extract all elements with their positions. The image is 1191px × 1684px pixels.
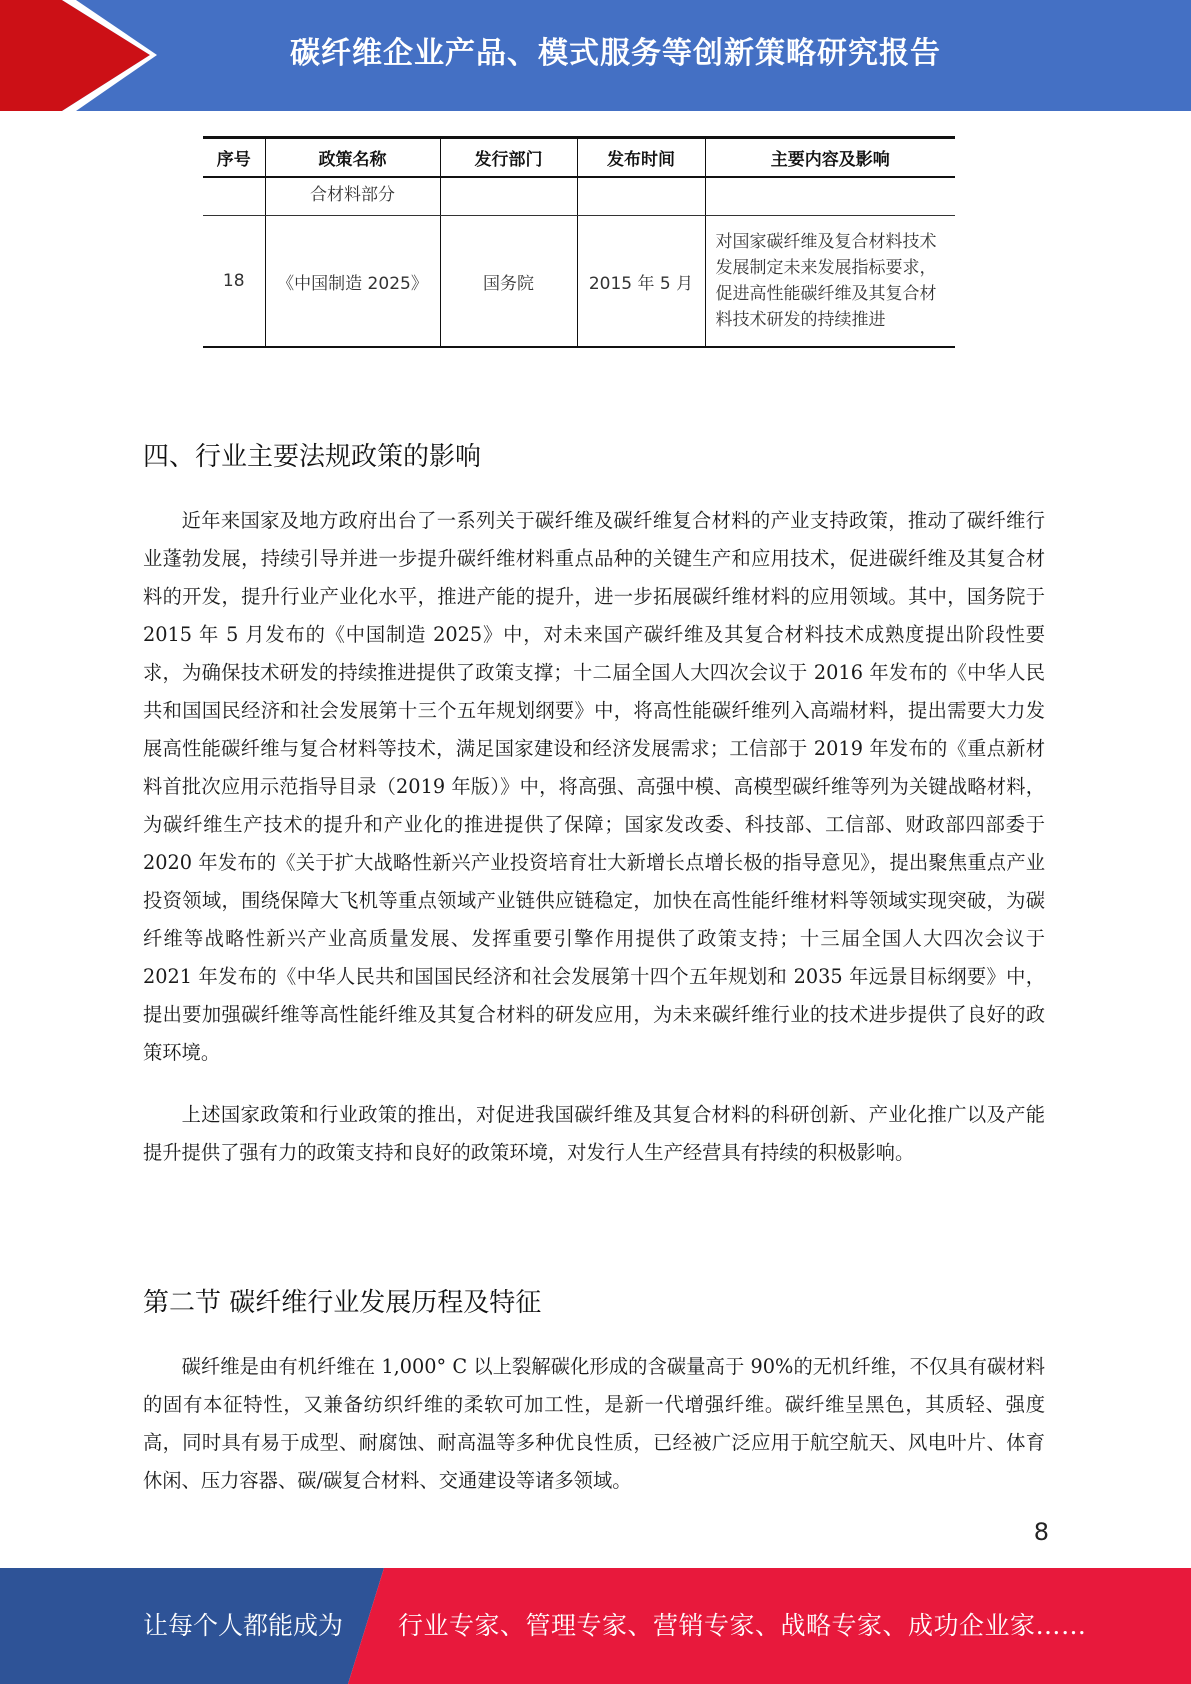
col-header-name: 政策名称	[265, 138, 440, 178]
body-paragraph: 碳纤维是由有机纤维在 1,000° C 以上裂解碳化形成的含碳量高于 90%的无机纤维，不仅具有碳材料的固有本征特性，又兼备纺织纤维的柔软可加工性，是新一代增强纤维。碳纤维呈黑色，其质轻、强度高，同时具有易于成型、耐腐蚀、耐高温等多种优良性质，已经被广泛应用于航空航天、风电叶片、体育休闲、压力容器、碳/碳复合材料、交通建设等诸多领域。	[143, 1355, 1045, 1492]
page-number: 8	[1033, 1518, 1049, 1546]
col-header-dept: 发行部门	[440, 138, 577, 178]
cell-no: 18	[203, 216, 265, 348]
col-header-no: 序号	[203, 138, 265, 178]
section-heading: 四、行业主要法规政策的影响	[143, 442, 482, 472]
col-header-date: 发布时间	[577, 138, 705, 178]
cell-dept: 国务院	[440, 216, 577, 348]
cell-content: 对国家碳纤维及复合材料技术发展制定未来发展指标要求，促进高性能碳纤维及其复合材料技术研发的持续推进	[705, 216, 955, 348]
cell-date: 2015 年 5 月	[577, 216, 705, 348]
cell-date	[577, 177, 705, 216]
section-heading: 第二节 碳纤维行业发展历程及特征	[143, 1288, 542, 1318]
footer-slogan-left: 让每个人都能成为	[143, 1611, 344, 1640]
col-header-content: 主要内容及影响	[705, 138, 955, 178]
table-row	[203, 177, 955, 216]
table-row	[203, 216, 955, 348]
report-title: 碳纤维企业产品、模式服务等创新策略研究报告	[290, 36, 941, 71]
footer-slogan-right: 行业专家、管理专家、营销专家、战略专家、成功企业家……	[398, 1611, 1087, 1640]
cell-name: 合材料部分	[265, 177, 440, 216]
page-footer	[0, 1568, 1191, 1684]
cell-no	[203, 177, 265, 216]
cell-name: 《中国制造 2025》	[265, 216, 440, 348]
cell-dept	[440, 177, 577, 216]
page-header	[0, 0, 1191, 111]
policy-table	[203, 136, 955, 348]
table-header-row	[203, 138, 955, 178]
body-paragraph: 上述国家政策和行业政策的推出，对促进我国碳纤维及其复合材料的科研创新、产业化推广以及产能提升提供了强有力的政策支持和良好的政策环境，对发行人生产经营具有持续的积极影响。	[143, 1103, 1045, 1164]
body-paragraph: 近年来国家及地方政府出台了一系列关于碳纤维及碳纤维复合材料的产业支持政策，推动了碳纤维行业蓬勃发展，持续引导并进一步提升碳纤维材料重点品种的关键生产和应用技术，促进碳纤维及其复合材料的开发，提升行业产业化水平，推进产能的提升，进一步拓展碳纤维材料的应用领域。其中，国务院于 2015 年 5 月发布的《中国制造 2025》中，对未来国产碳纤维及其复合材料技术成熟度提出阶段性要求，为确保技术研发的持续推进提供了政策支撑；十二届全国人大四次会议于 2016 年发布的《中华人民共和国国民经济和社会发展第十三个五年规划纲要》中，将高性能碳纤维列入高端材料，提出需要大力发展高性能碳纤维与复合材料等技术，满足国家建设和经济发展需求；工信部于 2019 年发布的《重点新材料首批次应用示范指导目录（2019 年版）》中，将高强、高强中模、高模型碳纤维等列为关键战略材料，为碳纤维生产技术的提升和产业化的推进提供了保障；国家发改委、科技部、工信部、财政部四部委于 2020 年发布的《关于扩大战略性新兴产业投资培育壮大新增长点增长极的指导意见》，提出聚焦重点产业投资领域，围绕保障大飞机等重点领域产业链供应链稳定，加快在高性能纤维材料等领域实现突破，为碳纤维等战略性新兴产业高质量发展、发挥重要引擎作用提供了政策支持；十三届全国人大四次会议于 2021 年发布的《中华人民共和国国民经济和社会发展第十四个五年规划和 2035 年远景目标纲要》中，提出要加强碳纤维等高性能纤维及其复合材料的研发应用，为未来碳纤维行业的技术进步提供了良好的政策环境。	[143, 509, 1045, 1064]
cell-content	[705, 177, 955, 216]
